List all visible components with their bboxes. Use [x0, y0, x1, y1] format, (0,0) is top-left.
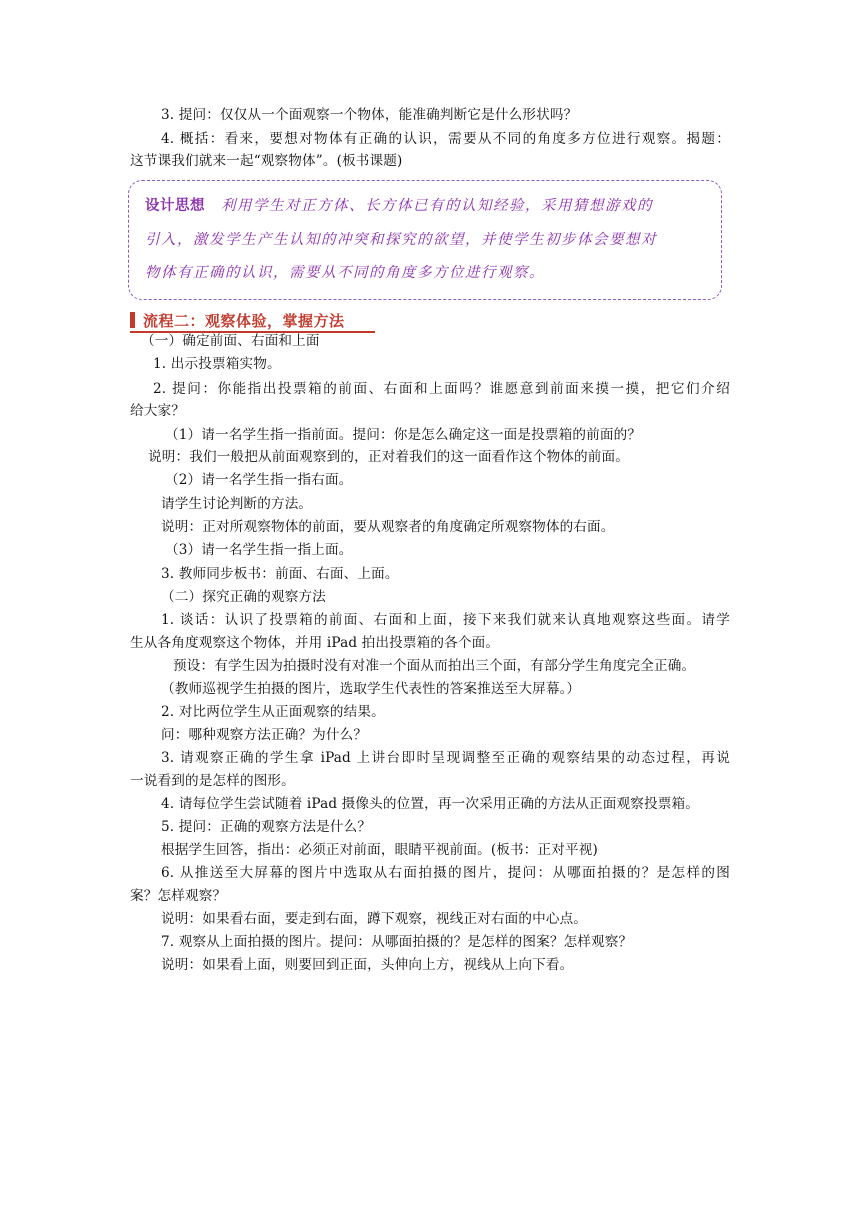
- section-marker: [130, 312, 135, 328]
- part2-item-3: （教师巡视学生拍摄的图片，选取学生代表性的答案推送至大屏幕。）: [161, 681, 581, 697]
- design-thought-line-3: 物体有正确的认识，需要从不同的角度多方位进行观察。: [145, 265, 545, 281]
- part2-item-11: 说明：如果看右面，要走到右面，蹲下观察，视线正对右面的中心点。: [161, 911, 588, 927]
- design-thought-line-1: [145, 196, 710, 216]
- part1-heading: （一）确定前面、右面和上面: [141, 333, 320, 349]
- intro-summary-4a: 4. 概括：看来，要想对物体有正确的认识，需要从不同的角度多方位进行观察。揭题：: [161, 131, 730, 147]
- part2-item-2: 预设：有学生因为拍摄时没有对准一个面从而拍出三个面，有部分学生角度完全正确。: [173, 658, 696, 674]
- design-thought-text-1: 利用学生对正方体、长方体已有的认知经验，采用猜想游戏的: [221, 198, 653, 214]
- part1-item-6: 请学生讨论判断的方法。: [161, 496, 313, 512]
- part1-item-2b: 给大家？: [130, 403, 185, 419]
- design-thought-line-2: 引入，激发学生产生认知的冲突和探究的欲望，并使学生初步体会要想对: [145, 232, 657, 248]
- part2-item-9: 根据学生回答，指出：必须正对前面，眼睛平视前面。(板书：正对平视): [161, 842, 598, 858]
- part2-item-1b: 生从各角度观察这个物体，并用 iPad 拍出投票箱的各个面。: [130, 635, 500, 651]
- part2-item-4: 2. 对比两位学生从正面观察的结果。: [161, 704, 385, 720]
- part1-item-2a: 2. 提问：你能指出投票箱的前面、右面和上面吗？谁愿意到前面来摸一摸，把它们介绍: [153, 381, 730, 397]
- part1-item-9: 3. 教师同步板书：前面、右面、上面。: [161, 566, 399, 582]
- part1-item-3: （1）请一名学生指一指前面。提问：你是怎么确定这一面是投票箱的前面的？: [165, 427, 642, 443]
- design-thought-label: 设计思想: [145, 198, 205, 214]
- part2-item-6b: 一说看到的是怎样的图形。: [130, 773, 295, 789]
- part2-item-7: 4. 请每位学生尝试随着 iPad 摄像头的位置，再一次采用正确的方法从正面观察投票箱。: [161, 796, 700, 812]
- part2-item-5: 问：哪种观察方法正确？为什么？: [161, 727, 368, 743]
- part2-item-12: 7. 观察从上面拍摄的图片。提问：从哪面拍摄的？是怎样的图案？怎样观察？: [161, 934, 633, 950]
- intro-question-3: 3. 提问：仅仅从一个面观察一个物体，能准确判断它是什么形状吗？: [161, 107, 578, 123]
- part1-item-1: 1. 出示投票箱实物。: [153, 356, 281, 372]
- section-title: 流程二：观察体验，掌握方法: [143, 311, 345, 330]
- intro-summary-4b: 这节课我们就来一起“观察物体”。(板书课题): [130, 153, 403, 169]
- part1-item-7: 说明：正对所观察物体的前面，要从观察者的角度确定所观察物体的右面。: [161, 519, 615, 535]
- part2-heading: （二）探究正确的观察方法: [161, 589, 326, 605]
- part2-item-13: 说明：如果看上面，则要回到正面，头伸向上方，视线从上向下看。: [161, 957, 574, 973]
- part1-item-5: （2）请一名学生指一指右面。: [165, 472, 353, 488]
- part2-item-10b: 案？怎样观察？: [130, 888, 227, 904]
- part1-item-4: 说明：我们一般把从前面观察到的，正对着我们的这一面看作这个物体的前面。: [148, 449, 630, 465]
- part2-item-1a: 1. 谈话：认识了投票箱的前面、右面和上面，接下来我们就来认真地观察这些面。请学: [161, 612, 730, 628]
- section-header: [130, 309, 345, 331]
- part2-item-6a: 3. 请观察正确的学生拿 iPad 上讲台即时呈现调整至正确的观察结果的动态过程，再说: [161, 750, 730, 766]
- part2-item-8: 5. 提问：正确的观察方法是什么？: [161, 819, 372, 835]
- part2-item-10a: 6. 从推送至大屏幕的图片中选取从右面拍摄的图片，提问：从哪面拍摄的？是怎样的图: [161, 865, 730, 881]
- part1-item-8: （3）请一名学生指一指上面。: [165, 542, 353, 558]
